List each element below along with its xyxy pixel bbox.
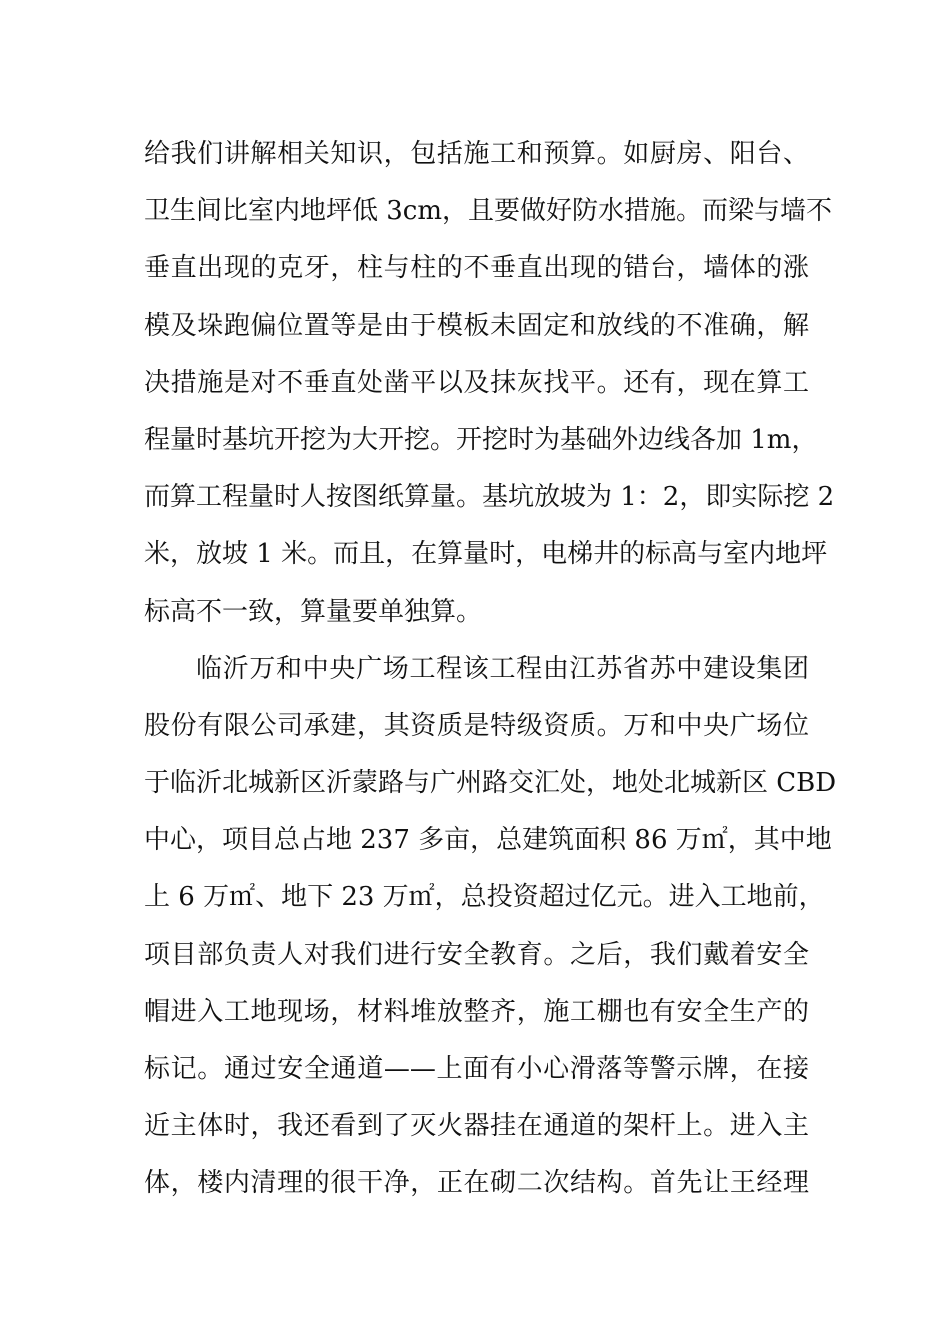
text-line: 程量时基坑开挖为大开挖。开挖时为基础外边线各加 1m，: [144, 424, 818, 455]
text-line: 上 6 万㎡、地下 23 万㎡，总投资超过亿元。进入工地前，: [144, 882, 825, 913]
text-line: 卫生间比室内地坪低 3cm，且要做好防水措施。而梁与墙不: [144, 196, 833, 227]
text-line: 近主体时，我还看到了灭火器挂在通道的架杆上。进入主: [144, 1111, 809, 1142]
text-line: 标记。通过安全通道——上面有小心滑落等警示牌，在接: [144, 1054, 809, 1084]
text-line: 垂直出现的克牙，柱与柱的不垂直出现的错台，墙体的涨: [144, 253, 809, 284]
text-line: 标高不一致，算量要单独算。: [144, 596, 483, 627]
text-line: 项目部负责人对我们进行安全教育。之后，我们戴着安全: [144, 939, 809, 970]
text-line: 体，楼内清理的很干净，正在砌二次结构。首先让王经理: [144, 1168, 809, 1199]
text-line: 中心，项目总占地 237 多亩，总建筑面积 86 万㎡，其中地: [144, 825, 832, 856]
body-text: [144, 126, 837, 1213]
text-line: 帽进入工地现场，材料堆放整齐，施工棚也有安全生产的: [144, 996, 809, 1027]
text-line: 决措施是对不垂直处凿平以及抹灰找平。还有，现在算工: [144, 367, 809, 398]
text-line: 而算工程量时人按图纸算量。基坑放坡为 1：2，即实际挖 2: [144, 482, 835, 513]
text-line: 给我们讲解相关知识，包括施工和预算。如厨房、阳台、: [144, 139, 809, 169]
paragraph-first-line: 临沂万和中央广场工程该工程由江苏省苏中建设集团: [196, 653, 809, 684]
text-line: 股份有限公司承建，其资质是特级资质。万和中央广场位: [144, 710, 809, 741]
text-line: 米，放坡 1 米。而且，在算量时，电梯井的标高与室内地坪: [144, 539, 828, 570]
text-line: 模及垛跑偏位置等是由于模板未固定和放线的不准确，解: [144, 310, 809, 341]
text-line: 于临沂北城新区沂蒙路与广州路交汇处，地处北城新区 CBD: [144, 768, 837, 799]
